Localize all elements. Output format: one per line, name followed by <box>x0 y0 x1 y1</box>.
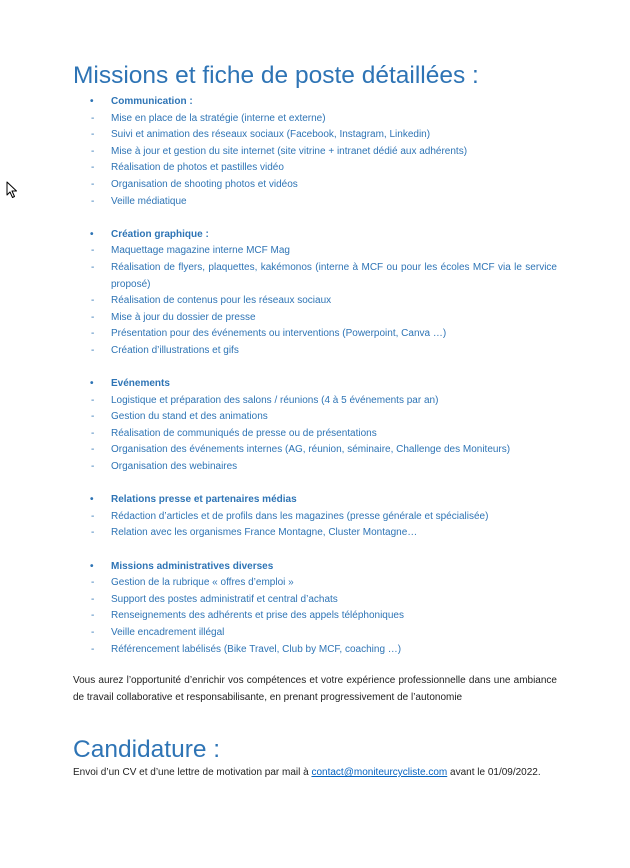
section-heading-label: Communication : <box>111 96 193 107</box>
dash-icon: - <box>91 145 95 157</box>
list-item-text: Organisation des webinaires <box>111 461 238 473</box>
dash-icon: - <box>91 427 95 439</box>
dash-icon: - <box>91 112 95 124</box>
section-heading-label: Création graphique : <box>111 228 209 240</box>
list-item <box>0 194 630 211</box>
candidature-text-after: avant le 01/09/2022. <box>447 767 541 778</box>
candidature-title: Candidature : <box>73 736 221 763</box>
section-heading <box>0 227 630 244</box>
list-item-text: Maquettage magazine interne MCF Mag <box>111 245 290 257</box>
list-item-text: Mise en place de la stratégie (interne et externe) <box>111 112 326 124</box>
list-item <box>0 642 630 659</box>
dash-icon: - <box>91 162 95 174</box>
bullet-icon: • <box>90 378 94 390</box>
list-item <box>0 160 630 177</box>
dash-icon: - <box>91 510 95 522</box>
missions-title: Missions et fiche de poste détaillées : <box>73 62 479 89</box>
section <box>0 559 630 659</box>
dash-icon: - <box>91 444 95 456</box>
list-item <box>0 426 630 443</box>
dash-icon: - <box>91 245 95 257</box>
section-heading-label: Missions administratives diverses <box>111 560 274 572</box>
section-heading <box>0 492 630 509</box>
dash-icon: - <box>91 461 95 473</box>
dash-icon: - <box>91 411 95 423</box>
mouse-pointer-icon <box>6 181 18 199</box>
list-item <box>0 608 630 625</box>
section-heading <box>0 376 630 393</box>
list-item-text: Veille médiatique <box>111 195 187 207</box>
list-item <box>0 592 630 609</box>
section-heading <box>0 559 630 576</box>
dash-icon: - <box>91 593 95 605</box>
list-item-text: Réalisation de photos et pastilles vidéo <box>111 162 284 174</box>
section <box>0 227 630 360</box>
bullet-icon: • <box>90 560 94 572</box>
opportunity-paragraph: Vous aurez l’opportunité d’enrichir vos compétences et votre expérience professionnelle dans une ambiance de travail collaborative et responsabilisante, en prenant progressivement de l’autonomie <box>73 675 557 703</box>
list-item-text: Relation avec les organismes France Montagne, Cluster Montagne… <box>111 527 418 539</box>
list-item <box>0 393 630 410</box>
dash-icon: - <box>91 178 95 190</box>
list-item-text: Mise à jour et gestion du site internet (site vitrine + intranet dédié aux adhérents) <box>111 145 468 157</box>
list-item-text: Gestion du stand et des animations <box>111 411 268 423</box>
list-item <box>0 111 630 128</box>
contact-email-link[interactable]: contact@moniteurcycliste.com <box>311 767 448 778</box>
dash-icon: - <box>91 527 95 539</box>
dash-icon: - <box>91 129 95 141</box>
missions-sections <box>0 94 630 675</box>
list-item-text: Support des postes administratif et central d’achats <box>111 593 338 605</box>
dash-icon: - <box>91 610 95 622</box>
list-item <box>0 310 630 327</box>
list-item-text: Renseignements des adhérents et prise des appels téléphoniques <box>111 610 404 622</box>
list-item <box>0 127 630 144</box>
list-item-text: Logistique et préparation des salons / réunions (4 à 5 événements par an) <box>111 394 439 406</box>
dash-icon: - <box>91 577 95 589</box>
section <box>0 492 630 542</box>
dash-icon: - <box>91 261 95 273</box>
list-item <box>0 243 630 260</box>
list-item <box>0 326 630 343</box>
list-item-text: Création d’illustrations et gifs <box>111 344 239 356</box>
section-heading-label: Evénements <box>111 378 170 390</box>
list-item-text: Réalisation de contenus pour les réseaux sociaux <box>111 295 332 307</box>
list-item <box>0 442 630 459</box>
dash-icon: - <box>91 643 95 655</box>
dash-icon: - <box>91 627 95 638</box>
section-heading-label: Relations presse et partenaires médias <box>111 494 297 506</box>
bullet-icon: • <box>90 228 94 240</box>
list-item <box>0 144 630 161</box>
list-item-text: Gestion de la rubrique « offres d’emploi » <box>111 577 294 589</box>
dash-icon: - <box>91 195 95 207</box>
dash-icon: - <box>91 295 95 307</box>
bullet-icon: • <box>90 494 94 506</box>
bullet-icon: • <box>90 96 94 107</box>
list-item <box>0 293 630 310</box>
candidature-text-before: Envoi d’un CV et d’une lettre de motivation par mail à <box>73 767 312 778</box>
list-item-text: Réalisation de flyers, plaquettes, kakémonos (interne à MCF ou pour les écoles MCF via le service proposé) <box>111 261 557 290</box>
list-item-text: Organisation des événements internes (AG, réunion, séminaire, Challenge des Moniteurs) <box>111 444 511 456</box>
section-heading <box>0 94 630 111</box>
list-item-text: Veille encadrement illégal <box>111 627 225 638</box>
list-item-text: Rédaction d’articles et de profils dans les magazines (presse générale et spécialisée) <box>111 510 489 522</box>
dash-icon: - <box>91 328 95 340</box>
list-item-text: Mise à jour du dossier de presse <box>111 311 256 323</box>
list-item-text: Référencement labélisés (Bike Travel, Club by MCF, coaching …) <box>111 643 402 655</box>
list-item-text: Présentation pour des événements ou interventions (Powerpoint, Canva …) <box>111 328 447 340</box>
list-item <box>0 260 630 293</box>
list-item <box>0 343 630 360</box>
list-item-text: Organisation de shooting photos et vidéos <box>111 178 298 190</box>
list-item <box>0 625 630 642</box>
list-item <box>0 459 630 476</box>
list-item-text: Réalisation de communiqués de presse ou de présentations <box>111 427 377 439</box>
section <box>0 376 630 476</box>
dash-icon: - <box>91 344 95 356</box>
list-item <box>0 177 630 194</box>
list-item <box>0 409 630 426</box>
list-item <box>0 509 630 526</box>
section <box>0 94 630 210</box>
list-item <box>0 525 630 542</box>
dash-icon: - <box>91 311 95 323</box>
list-item-text: Suivi et animation des réseaux sociaux (Facebook, Instagram, Linkedin) <box>111 129 431 141</box>
list-item <box>0 575 630 592</box>
candidature-paragraph <box>73 765 557 782</box>
dash-icon: - <box>91 394 95 406</box>
